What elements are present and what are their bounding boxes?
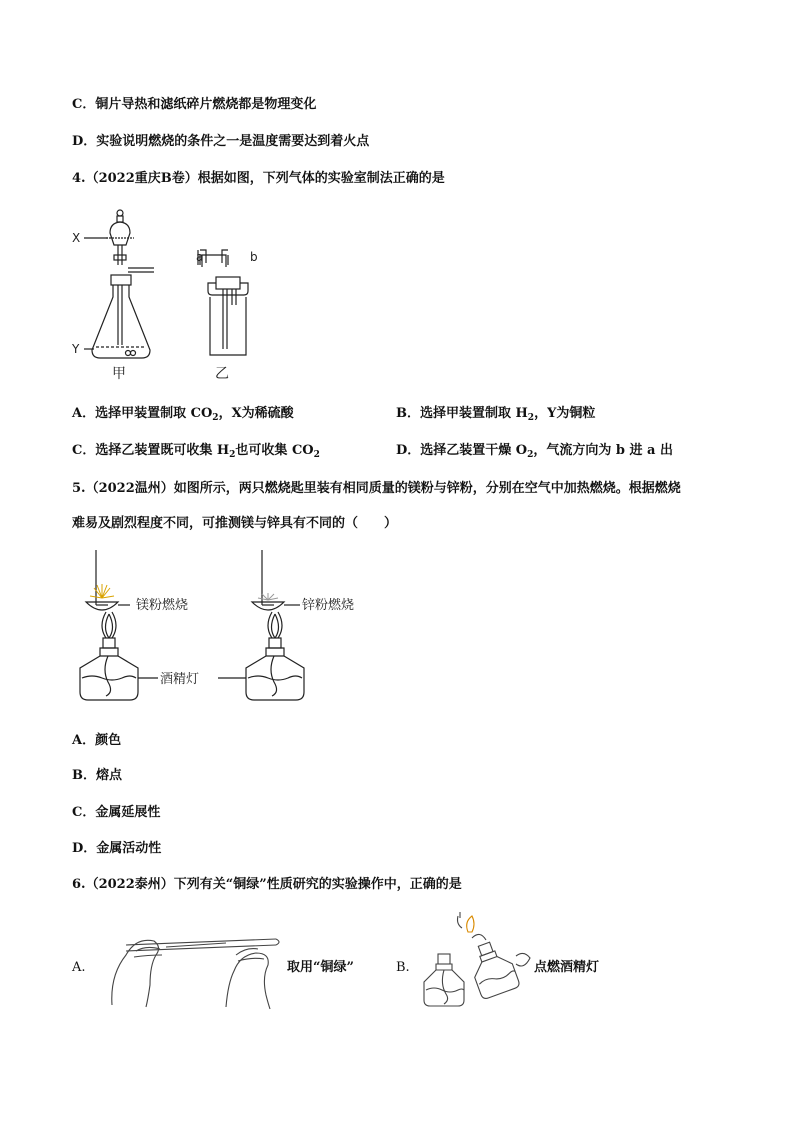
label-zn-burning: 锌粉燃烧 xyxy=(302,598,355,613)
q6-option-a-caption: 取用“铜绿” xyxy=(287,960,354,975)
q3-option-d: D．实验说明燃烧的条件之一是温度需要达到着火点 xyxy=(72,134,370,149)
right-lamp-assembly xyxy=(218,550,304,700)
hands-test-tube-illustration xyxy=(106,925,286,1010)
q4-option-b: B．选择甲装置制取 $H_2$，Y为铜粒 xyxy=(396,406,596,423)
two-alcohol-lamps-illustration xyxy=(420,910,532,1010)
q5-option-b: B．熔点 xyxy=(72,768,122,783)
q4-option-c: C．选择乙装置既可收集 $H_2$也可收集 $CO_2$ xyxy=(72,443,320,460)
label-jia: 甲 xyxy=(112,366,126,382)
q6-option-b-caption: 点燃酒精灯 xyxy=(534,960,600,975)
label-a: a xyxy=(196,250,204,264)
q5-option-d: D．金属活动性 xyxy=(72,841,162,856)
q4-option-d: D．选择乙装置干燥 $O_2$，气流方向为 b 进 a 出 xyxy=(396,443,674,460)
q6-stem: 6.（2022泰州）下列有关“铜绿”性质研究的实验操作中，正确的是 xyxy=(72,877,462,892)
q4-stem: 4.（2022重庆B卷）根据如图，下列气体的实验室制法正确的是 xyxy=(72,171,445,186)
q5-option-a: A．颜色 xyxy=(72,733,122,748)
label-yi: 乙 xyxy=(215,366,229,382)
q3-option-c: C．铜片导热和滤纸碎片燃烧都是物理变化 xyxy=(72,97,317,112)
q5-stem-line1: 5.（2022温州）如图所示，两只燃烧匙里装有相同质量的镁粉与锌粉，分别在空气中加热燃烧。根据燃烧 xyxy=(72,481,681,496)
q5-burning-figure xyxy=(72,550,372,710)
label-mg-burning: 镁粉燃烧 xyxy=(136,598,189,613)
left-lamp-assembly xyxy=(80,550,158,700)
label-y: Y xyxy=(72,342,80,356)
label-alcohol-lamp: 酒精灯 xyxy=(160,672,200,687)
q5-stem-line2: 难易及剧烈程度不同，可推测镁与锌具有不同的（ ） xyxy=(72,516,398,531)
flask-apparatus-jia xyxy=(84,210,154,358)
label-x: X xyxy=(72,231,81,245)
label-b: b xyxy=(250,250,258,264)
q6-option-b-letter: B. xyxy=(396,960,410,975)
gas-bottle-yi xyxy=(198,250,248,355)
q6-option-a-letter: A. xyxy=(72,960,86,975)
q4-option-a: A．选择甲装置制取 $CO_2$，X为稀硫酸 xyxy=(72,406,294,423)
q5-option-c: C．金属延展性 xyxy=(72,805,161,820)
q4-apparatus-figure xyxy=(72,205,292,385)
